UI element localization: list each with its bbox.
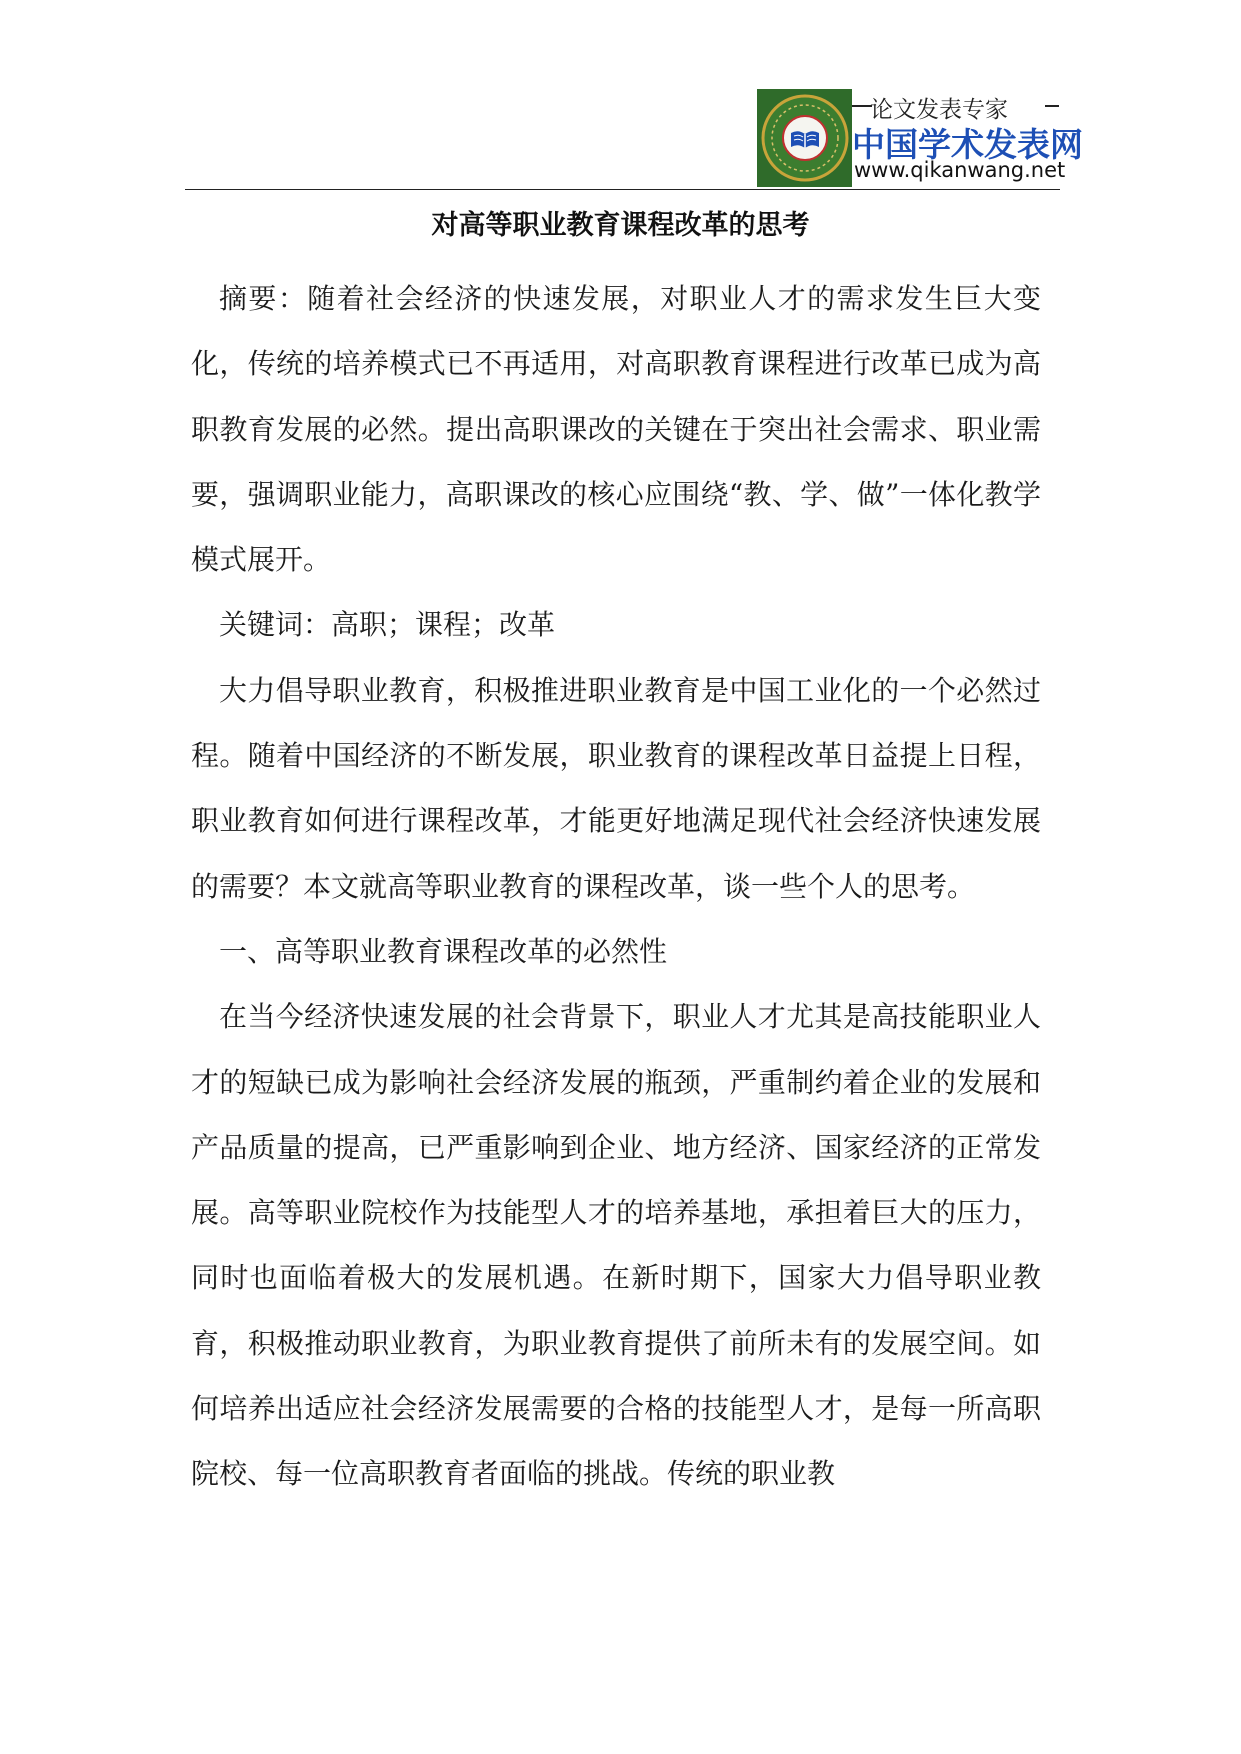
intro-paragraph: 大力倡导职业教育，积极推进职业教育是中国工业化的一个必然过程。随着中国经济的不断发展，职业教育的课程改革日益提上日程，职业教育如何进行课程改革，才能更好地满足现代社会经济快速发展的需要？本文就高等职业教育的课程改革，谈一些个人的思考。 (191, 673, 1041, 903)
logo-divider-right (1045, 105, 1059, 107)
logo-url: www.qikanwang.net (854, 158, 1066, 182)
document-body (191, 266, 1041, 1507)
site-logo (757, 89, 1083, 187)
header-divider (185, 189, 1060, 190)
book-emblem-icon (757, 89, 852, 187)
logo-site-name: 中国学术发表网 (852, 125, 1083, 164)
logo-slogan: 论文发表专家 (870, 97, 1008, 123)
section-paragraph: 在当今经济快速发展的社会背景下，职业人才尤其是高技能职业人才的短缺已成为影响社会经济发展的瓶颈，严重制约着企业的发展和产品质量的提高，已严重影响到企业、地方经济、国家经济的正常发展。高等职业院校作为技能型人才的培养基地，承担着巨大的压力，同时也面临着极大的发展机遇。在新时期下，国家大力倡导职业教育，积极推动职业教育，为职业教育提供了前所未有的发展空间。如何培养出适应社会经济发展需要的合格的技能型人才，是每一所高职院校、每一位高职教育者面临的挑战。传统的职业教 (191, 1000, 1041, 1491)
abstract-paragraph: 摘要：随着社会经济的快速发展，对职业人才的需求发生巨大变化，传统的培养模式已不再适用，对高职教育课程进行改革已成为高职教育发展的必然。提出高职课改的关键在于突出社会需求、职业需要，强调职业能力，高职课改的核心应围绕“教、学、做”一体化教学模式展开。 (191, 282, 1041, 577)
keywords-paragraph: 关键词：高职；课程；改革 (219, 608, 556, 642)
document-title: 对高等职业教育课程改革的思考 (431, 210, 810, 241)
section-heading: 一、高等职业教育课程改革的必然性 (219, 934, 668, 968)
logo-text-block (852, 89, 1083, 187)
logo-divider-left (852, 105, 872, 107)
